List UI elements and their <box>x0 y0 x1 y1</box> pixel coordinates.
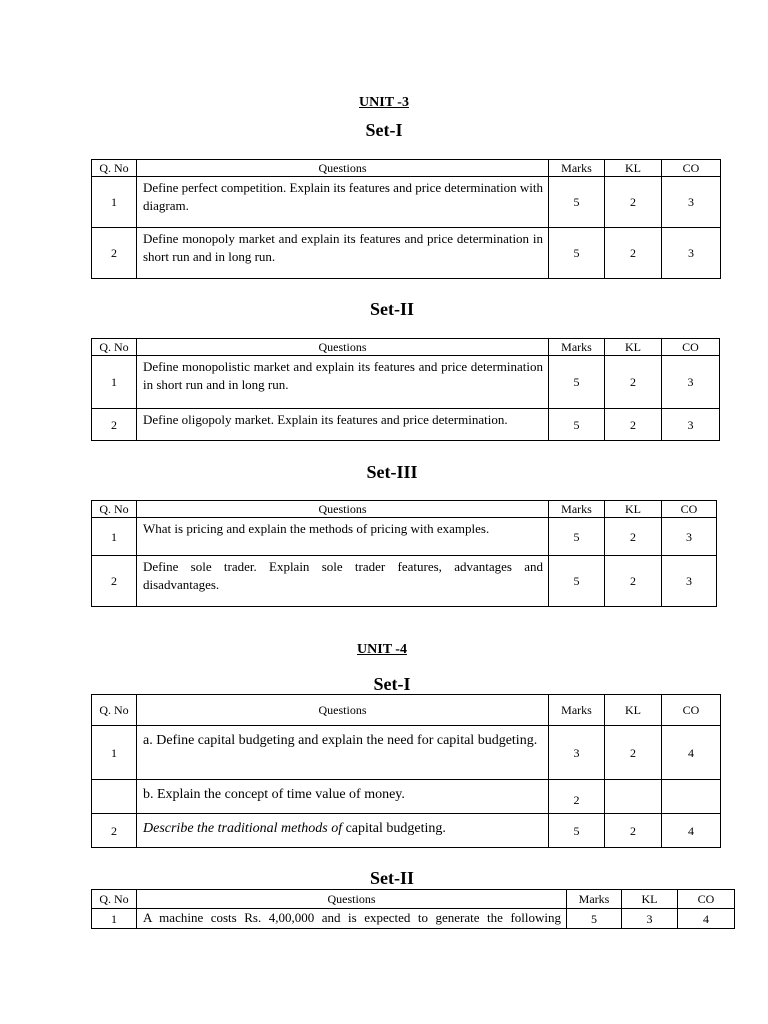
question-number: 1 <box>92 518 137 556</box>
header-questions: Questions <box>137 890 567 909</box>
kl-cell: 2 <box>605 556 662 607</box>
table-header-row <box>92 160 721 177</box>
table-row <box>92 356 720 409</box>
kl-cell <box>605 780 662 814</box>
unit-4-title: UNIT -4 <box>357 642 407 657</box>
co-cell: 3 <box>662 356 720 409</box>
unit-3-set-3-table <box>91 500 717 607</box>
unit-4-set-1-table <box>91 694 721 848</box>
question-text: b. Explain the concept of time value of money. <box>137 780 549 814</box>
kl-cell: 2 <box>605 177 662 228</box>
kl-cell: 2 <box>605 726 662 780</box>
kl-cell: 2 <box>605 356 662 409</box>
question-number: 1 <box>92 177 137 228</box>
kl-cell: 2 <box>605 228 662 279</box>
co-cell: 4 <box>662 814 721 848</box>
table-row <box>92 409 720 441</box>
header-kl: KL <box>605 339 662 356</box>
kl-cell: 2 <box>605 814 662 848</box>
header-marks: Marks <box>549 339 605 356</box>
question-number: 1 <box>92 909 137 929</box>
unit-4-set-1-title: Set-I <box>373 674 411 694</box>
co-cell: 3 <box>662 556 717 607</box>
question-number: 1 <box>92 726 137 780</box>
header-co: CO <box>678 890 735 909</box>
question-text: Define monopoly market and explain its features and price determination in short run and in long run. <box>137 228 549 279</box>
marks-cell: 5 <box>549 228 605 279</box>
header-questions: Questions <box>137 501 549 518</box>
co-cell: 3 <box>662 409 720 441</box>
marks-cell: 3 <box>549 726 605 780</box>
co-cell: 3 <box>662 518 717 556</box>
header-qno: Q. No <box>92 339 137 356</box>
table-row <box>92 177 721 228</box>
table-header-row <box>92 695 721 726</box>
co-cell: 4 <box>678 909 735 929</box>
co-cell: 4 <box>662 726 721 780</box>
header-marks: Marks <box>567 890 622 909</box>
co-cell <box>662 780 721 814</box>
question-text: A machine costs Rs. 4,00,000 and is expected to generate the following <box>137 909 567 929</box>
header-kl: KL <box>605 695 662 726</box>
header-questions: Questions <box>137 695 549 726</box>
table-row <box>92 726 721 780</box>
table-row <box>92 518 717 556</box>
marks-cell: 5 <box>549 177 605 228</box>
question-text: Define perfect competition. Explain its features and price determination with diagram. <box>137 177 549 228</box>
header-co: CO <box>662 695 721 726</box>
marks-cell: 5 <box>549 356 605 409</box>
marks-cell: 5 <box>549 518 605 556</box>
header-qno: Q. No <box>92 890 137 909</box>
question-number: 1 <box>92 356 137 409</box>
header-questions: Questions <box>137 339 549 356</box>
table-row <box>92 909 735 929</box>
unit-3-set-2-table <box>91 338 720 441</box>
question-text-rest: capital budgeting. <box>342 821 446 836</box>
header-co: CO <box>662 339 720 356</box>
marks-cell: 5 <box>549 556 605 607</box>
marks-cell: 2 <box>549 780 605 814</box>
unit-3-set-2-title: Set-II <box>370 299 414 319</box>
header-qno: Q. No <box>92 695 137 726</box>
unit-3-title: UNIT -3 <box>359 95 409 110</box>
unit-4-set-2-table <box>91 889 735 929</box>
marks-cell: 5 <box>549 409 605 441</box>
table-header-row <box>92 501 717 518</box>
question-text-italic: Describe the traditional methods of <box>143 821 343 836</box>
kl-cell: 2 <box>605 518 662 556</box>
marks-cell: 5 <box>549 814 605 848</box>
question-text: Define oligopoly market. Explain its features and price determination. <box>137 409 549 441</box>
header-marks: Marks <box>549 695 605 726</box>
unit-3-set-3-title: Set-III <box>366 462 418 482</box>
header-marks: Marks <box>549 160 605 177</box>
question-text: a. Define capital budgeting and explain the need for capital budgeting. <box>137 726 549 780</box>
question-number <box>92 780 137 814</box>
question-text: Define monopolistic market and explain its features and price determination in short run and in long run. <box>137 356 549 409</box>
unit-3-set-1-table <box>91 159 721 279</box>
header-qno: Q. No <box>92 160 137 177</box>
unit-3-set-1-title: Set-I <box>365 120 403 140</box>
header-marks: Marks <box>549 501 605 518</box>
header-qno: Q. No <box>92 501 137 518</box>
header-kl: KL <box>605 160 662 177</box>
unit-4-set-2-title: Set-II <box>370 868 414 888</box>
header-kl: KL <box>622 890 678 909</box>
header-kl: KL <box>605 501 662 518</box>
header-questions: Questions <box>137 160 549 177</box>
question-text: Define sole trader. Explain sole trader features, advantages and disadvantages. <box>137 556 549 607</box>
table-row <box>92 228 721 279</box>
question-number: 2 <box>92 814 137 848</box>
question-text <box>137 814 549 848</box>
kl-cell: 3 <box>622 909 678 929</box>
question-text: What is pricing and explain the methods of pricing with examples. <box>137 518 549 556</box>
table-header-row <box>92 890 735 909</box>
question-number: 2 <box>92 228 137 279</box>
co-cell: 3 <box>662 177 721 228</box>
question-number: 2 <box>92 556 137 607</box>
co-cell: 3 <box>662 228 721 279</box>
kl-cell: 2 <box>605 409 662 441</box>
header-co: CO <box>662 501 717 518</box>
table-row <box>92 814 721 848</box>
marks-cell: 5 <box>567 909 622 929</box>
header-co: CO <box>662 160 721 177</box>
table-row <box>92 780 721 814</box>
question-number: 2 <box>92 409 137 441</box>
table-row <box>92 556 717 607</box>
table-header-row <box>92 339 720 356</box>
